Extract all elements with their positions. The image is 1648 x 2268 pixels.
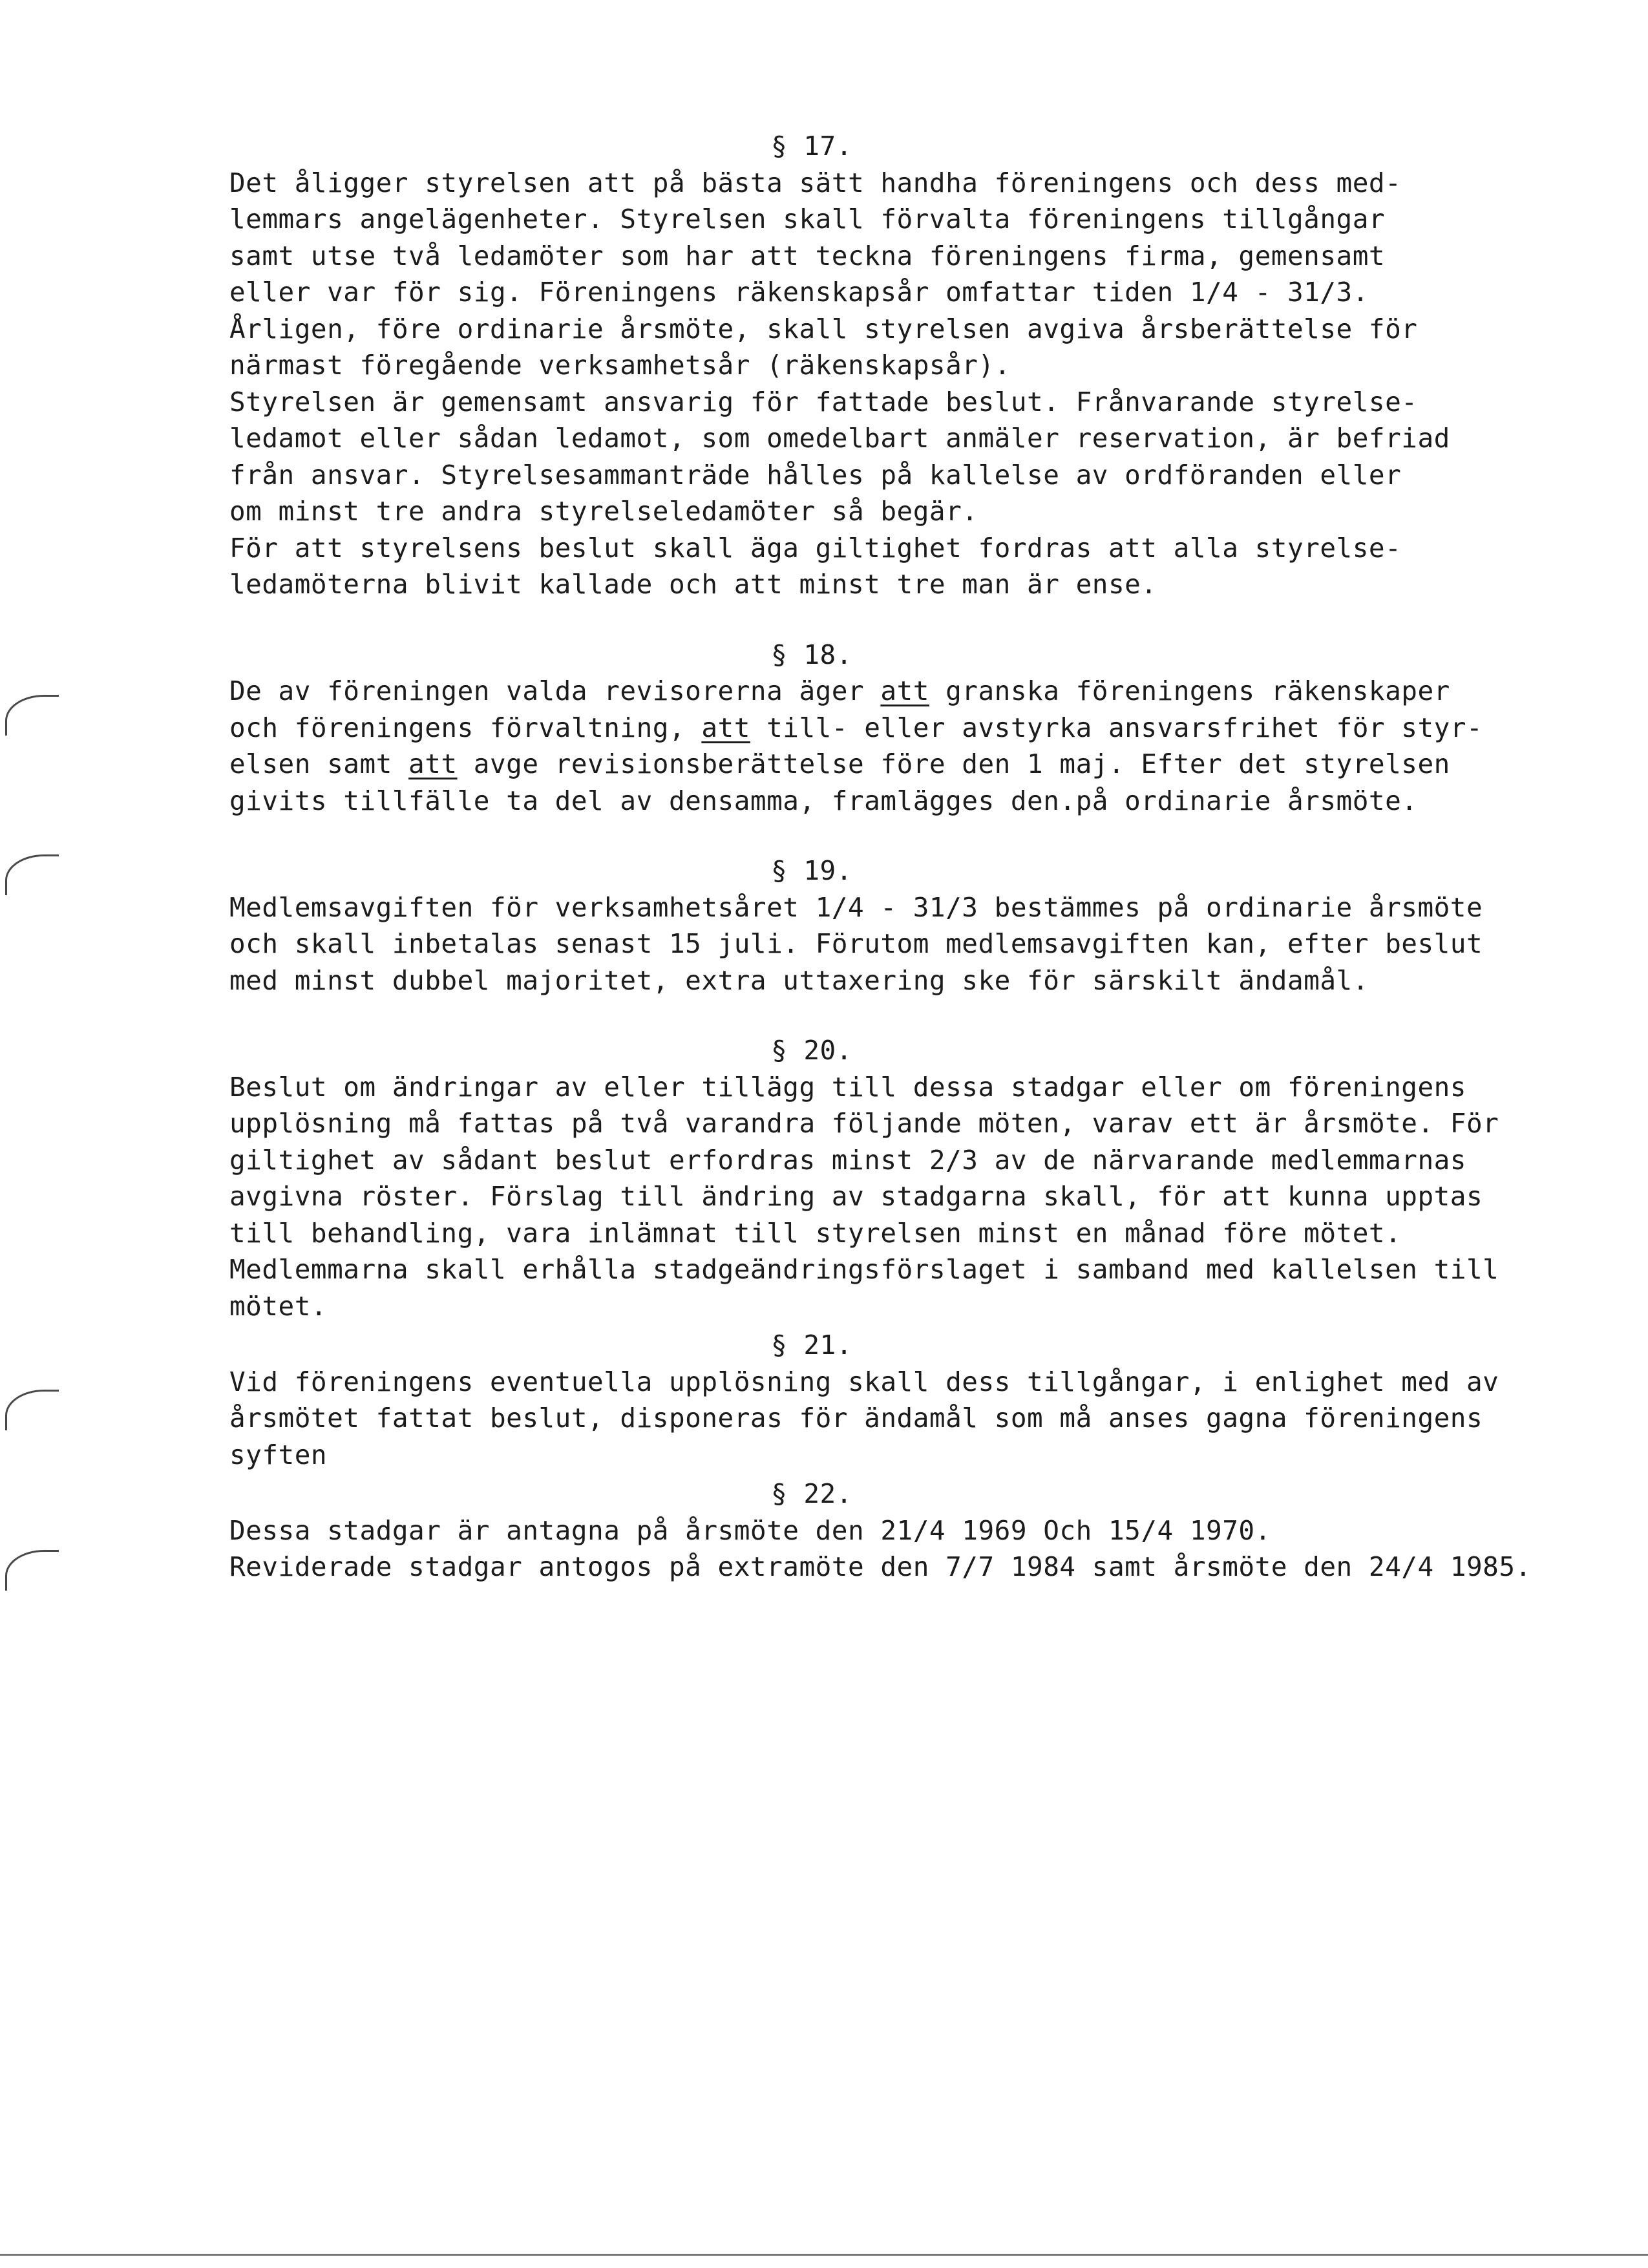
text-line: Styrelsen är gemensamt ansvarig för fattade beslut. Frånvarande styrelse- bbox=[229, 386, 1418, 418]
punch-hole-mark bbox=[5, 1550, 59, 1591]
text-segment: elsen samt bbox=[229, 748, 409, 779]
text-line: givits tillfälle ta del av densamma, framlägges den.på ordinarie årsmöte. bbox=[229, 785, 1418, 816]
text-line: avgivna röster. Förslag till ändring av stadgarna skall, för att kunna upptas bbox=[229, 1181, 1483, 1212]
text-line: ledamot eller sådan ledamot, som omedelbart anmäler reservation, är befriad bbox=[229, 423, 1450, 454]
text-line: syften bbox=[229, 1439, 328, 1470]
text-line: giltighet av sådant beslut erfordras minst 2/3 av de närvarande medlemmarnas bbox=[229, 1144, 1466, 1176]
text-segment: och föreningens förvaltning, bbox=[229, 712, 702, 743]
underlined-word: att bbox=[880, 675, 929, 706]
text-line bbox=[229, 710, 1574, 747]
text-line bbox=[229, 746, 1574, 783]
section-heading: § 17. bbox=[771, 131, 852, 162]
text-line: Medlemsavgiften för verksamhetsåret 1/4 - 31/3 bestämmes på ordinarie årsmöte bbox=[229, 891, 1483, 923]
text-line: årsmötet fattat beslut, disponeras för ändamål som må anses gagna föreningens bbox=[229, 1403, 1483, 1434]
text-line: lemmars angelägenheter. Styrelsen skall förvalta föreningens tillgångar bbox=[229, 204, 1386, 235]
text-line: Dessa stadgar är antagna på årsmöte den 21/4 1969 Och 15/4 1970. bbox=[229, 1514, 1271, 1546]
statutes-text bbox=[229, 128, 1574, 1585]
section-19 bbox=[229, 853, 1574, 999]
section-22 bbox=[229, 1476, 1574, 1585]
text-line: Årligen, före ordinarie årsmöte, skall styrelsen avgiva årsberättelse för bbox=[229, 313, 1418, 344]
underlined-word: att bbox=[408, 748, 458, 779]
text-line: om minst tre andra styrelseledamöter så begär. bbox=[229, 496, 978, 527]
punch-hole-mark bbox=[5, 695, 59, 736]
text-line: Beslut om ändringar av eller tillägg till dessa stadgar eller om föreningens bbox=[229, 1071, 1466, 1103]
text-segment: avge revisionsberättelse före den 1 maj. Efter det styrelsen bbox=[457, 748, 1450, 779]
text-segment: till- eller avstyrka ansvarsfrihet för styr- bbox=[750, 712, 1483, 743]
section-18 bbox=[229, 637, 1574, 820]
text-line: samt utse två ledamöter som har att teckna föreningens firma, gemensamt bbox=[229, 240, 1386, 271]
text-line: ledamöterna blivit kallade och att minst tre man är ense. bbox=[229, 569, 1157, 600]
text-line: Medlemmarna skall erhålla stadgeändringsförslaget i samband med kallelsen till bbox=[229, 1254, 1499, 1285]
text-line: från ansvar. Styrelsesammanträde hålles på kallelse av ordföranden eller bbox=[229, 459, 1402, 491]
text-segment: granska föreningens räkenskaper bbox=[929, 675, 1450, 706]
section-17 bbox=[229, 128, 1574, 603]
text-line: närmast föregående verksamhetsår (räkenskapsår). bbox=[229, 350, 1011, 381]
text-line: med minst dubbel majoritet, extra uttaxering ske för särskilt ändamål. bbox=[229, 964, 1369, 996]
scan-edge-line bbox=[0, 2254, 1648, 2256]
text-line: mötet. bbox=[229, 1290, 328, 1322]
section-heading: § 21. bbox=[771, 1330, 852, 1361]
text-segment: De av föreningen valda revisorerna äger bbox=[229, 675, 881, 706]
spacer bbox=[229, 999, 1574, 1032]
section-heading: § 20. bbox=[771, 1035, 852, 1066]
punch-hole-mark bbox=[5, 854, 59, 895]
spacer bbox=[229, 603, 1574, 637]
section-21 bbox=[229, 1327, 1574, 1473]
text-line: till behandling, vara inlämnat till styrelsen minst en månad före mötet. bbox=[229, 1217, 1402, 1249]
section-heading: § 22. bbox=[771, 1478, 852, 1509]
section-heading: § 18. bbox=[771, 639, 852, 670]
text-line: och skall inbetalas senast 15 juli. Förutom medlemsavgiften kan, efter beslut bbox=[229, 928, 1483, 959]
text-line bbox=[229, 673, 1574, 710]
text-line: Vid föreningens eventuella upplösning skall dess tillgångar, i enlighet med av bbox=[229, 1366, 1499, 1397]
punch-hole-mark bbox=[5, 1390, 59, 1430]
spacer bbox=[229, 819, 1574, 853]
section-20 bbox=[229, 1032, 1574, 1324]
text-line: Reviderade stadgar antogos på extramöte den 7/7 1984 samt årsmöte den 24/4 1985. bbox=[229, 1551, 1532, 1582]
underlined-word: att bbox=[701, 712, 750, 743]
section-heading: § 19. bbox=[771, 855, 852, 886]
text-line: För att styrelsens beslut skall äga giltighet fordras att alla styrelse- bbox=[229, 532, 1402, 564]
text-line: upplösning må fattas på två varandra följande möten, varav ett är årsmöte. För bbox=[229, 1108, 1499, 1139]
text-line: eller var för sig. Föreningens räkenskapsår omfattar tiden 1/4 - 31/3. bbox=[229, 277, 1369, 308]
text-line: Det åligger styrelsen att på bästa sätt handha föreningens och dess med- bbox=[229, 167, 1402, 198]
